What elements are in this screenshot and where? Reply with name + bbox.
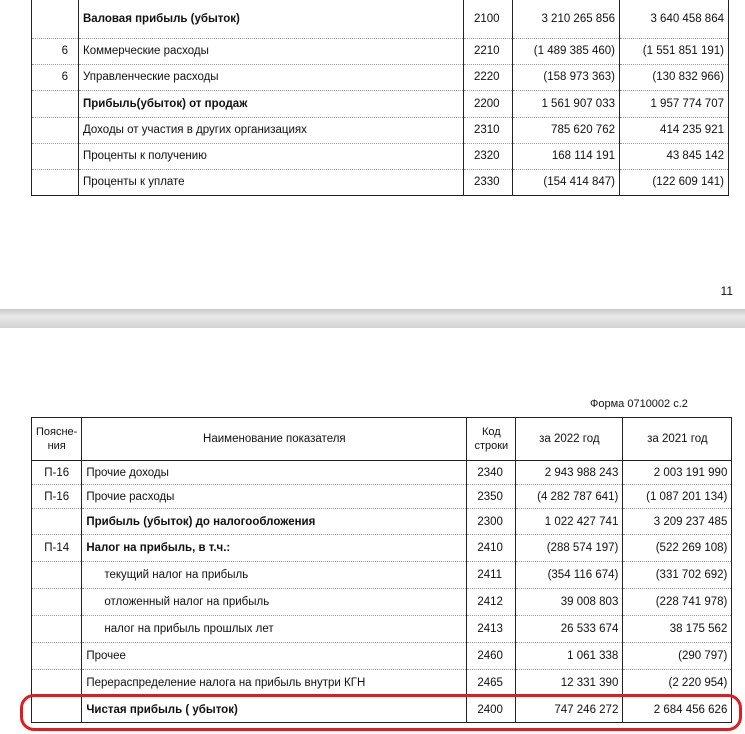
row-code: 2300 <box>467 509 516 535</box>
row-name: Прибыль(убыток) от продаж <box>79 90 464 117</box>
row-code: 2220 <box>464 64 513 90</box>
table-row <box>32 461 732 485</box>
table-row <box>32 485 732 509</box>
row-code: 2100 <box>464 0 513 38</box>
row-value-2021: 3 640 458 864 <box>620 0 729 38</box>
row-name: налог на прибыль прошлых лет <box>82 616 467 643</box>
row-value-2021: (331 702 692) <box>623 562 732 589</box>
row-value-2022: 1 561 907 033 <box>513 90 620 117</box>
table-row <box>32 670 732 697</box>
row-value-2021: 2 684 456 626 <box>623 697 732 723</box>
table-row <box>32 643 732 670</box>
row-name: текущий налог на прибыль <box>82 562 467 589</box>
row-value-2022: (154 414 847) <box>513 169 620 195</box>
row-value-2021: 3 209 237 485 <box>623 509 732 535</box>
table-row <box>32 616 732 643</box>
row-value-2021: (522 269 108) <box>623 535 732 562</box>
row-value-2022: 3 210 265 856 <box>513 0 620 38</box>
row-code: 2350 <box>467 485 516 509</box>
table-row <box>32 143 729 169</box>
page-number: 11 <box>720 284 733 298</box>
row-note <box>32 0 79 38</box>
row-note <box>32 143 79 169</box>
row-value-2022: (1 489 385 460) <box>513 38 620 64</box>
form-label: Форма 0710002 с.2 <box>590 398 688 410</box>
row-note <box>32 90 79 117</box>
row-code: 2410 <box>467 535 516 562</box>
row-value-2022: (288 574 197) <box>516 535 623 562</box>
row-value-2021: 38 175 562 <box>623 616 732 643</box>
row-name: Управленческие расходы <box>79 64 464 90</box>
row-value-2022: 2 943 988 243 <box>516 461 623 485</box>
row-note: П-14 <box>32 535 82 562</box>
row-name: Прибыль (убыток) до налогообложения <box>82 509 467 535</box>
row-value-2021: 2 003 191 990 <box>623 461 732 485</box>
row-name: Доходы от участия в других организациях <box>79 117 464 143</box>
table-row <box>32 0 729 38</box>
row-value-2022: 12 331 390 <box>516 670 623 697</box>
row-note: 6 <box>32 64 79 90</box>
row-code: 2310 <box>464 117 513 143</box>
row-name: Прочие расходы <box>82 485 467 509</box>
row-value-2022: 747 246 272 <box>516 697 623 723</box>
row-code: 2210 <box>464 38 513 64</box>
header-2021: за 2021 год <box>623 418 732 461</box>
row-value-2021: (290 797) <box>623 643 732 670</box>
row-note <box>32 509 82 535</box>
row-value-2022: 785 620 762 <box>513 117 620 143</box>
row-value-2021: 414 235 921 <box>620 117 729 143</box>
row-value-2022: 26 533 674 <box>516 616 623 643</box>
row-value-2022: 1 022 427 741 <box>516 509 623 535</box>
row-name: отложенный налог на прибыль <box>82 589 467 616</box>
row-name: Налог на прибыль, в т.ч.: <box>82 535 467 562</box>
row-code: 2200 <box>464 90 513 117</box>
header-name: Наименование показателя <box>82 418 467 461</box>
table-row <box>32 562 732 589</box>
row-code: 2412 <box>467 589 516 616</box>
row-note <box>32 117 79 143</box>
row-name: Прочие доходы <box>82 461 467 485</box>
row-code: 2400 <box>467 697 516 723</box>
row-name: Перераспределение налога на прибыль внутри КГН <box>82 670 467 697</box>
row-value-2021: 1 957 774 707 <box>620 90 729 117</box>
row-value-2021: (2 220 954) <box>623 670 732 697</box>
row-value-2022: (4 282 787 641) <box>516 485 623 509</box>
table-row <box>32 535 732 562</box>
row-value-2021: (228 741 978) <box>623 589 732 616</box>
net-profit-highlight <box>20 694 742 731</box>
row-note <box>32 643 82 670</box>
page-11 <box>0 0 745 309</box>
row-code: 2460 <box>467 643 516 670</box>
row-code: 2465 <box>467 670 516 697</box>
row-value-2021: (1 087 201 134) <box>623 485 732 509</box>
row-name: Чистая прибыль ( убыток) <box>82 697 467 723</box>
header-2022: за 2022 год <box>516 418 623 461</box>
row-note <box>32 616 82 643</box>
table-row <box>32 509 732 535</box>
row-value-2021: (1 551 851 191) <box>620 38 729 64</box>
row-note: П-16 <box>32 461 82 485</box>
row-value-2022: 39 008 803 <box>516 589 623 616</box>
page-separator <box>0 309 745 328</box>
row-note <box>32 562 82 589</box>
row-value-2022: (158 973 363) <box>513 64 620 90</box>
table-row <box>32 64 729 90</box>
row-note <box>32 670 82 697</box>
row-name: Коммерческие расходы <box>79 38 464 64</box>
table-row <box>32 169 729 195</box>
row-value-2021: (122 609 141) <box>620 169 729 195</box>
header-note: Поясне-ния <box>32 418 82 461</box>
row-value-2022: (354 116 674) <box>516 562 623 589</box>
row-code: 2330 <box>464 169 513 195</box>
row-code: 2320 <box>464 143 513 169</box>
row-value-2021: (130 832 966) <box>620 64 729 90</box>
table-row <box>32 90 729 117</box>
table-row <box>32 589 732 616</box>
row-value-2021: 43 845 142 <box>620 143 729 169</box>
row-name: Проценты к получению <box>79 143 464 169</box>
row-value-2022: 168 114 191 <box>513 143 620 169</box>
table-header-row <box>32 418 732 461</box>
row-note: 6 <box>32 38 79 64</box>
table-row <box>32 117 729 143</box>
income-statement-table-bottom <box>31 417 732 723</box>
row-note: П-16 <box>32 485 82 509</box>
row-name: Прочее <box>82 643 467 670</box>
row-note <box>32 589 82 616</box>
table-row <box>32 38 729 64</box>
row-value-2022: 1 061 338 <box>516 643 623 670</box>
row-name: Проценты к уплате <box>79 169 464 195</box>
row-code: 2340 <box>467 461 516 485</box>
row-name: Валовая прибыль (убыток) <box>79 0 464 38</box>
income-statement-table-top <box>31 0 729 196</box>
row-code: 2411 <box>467 562 516 589</box>
row-note <box>32 169 79 195</box>
header-code: Код строки <box>467 418 516 461</box>
row-code: 2413 <box>467 616 516 643</box>
